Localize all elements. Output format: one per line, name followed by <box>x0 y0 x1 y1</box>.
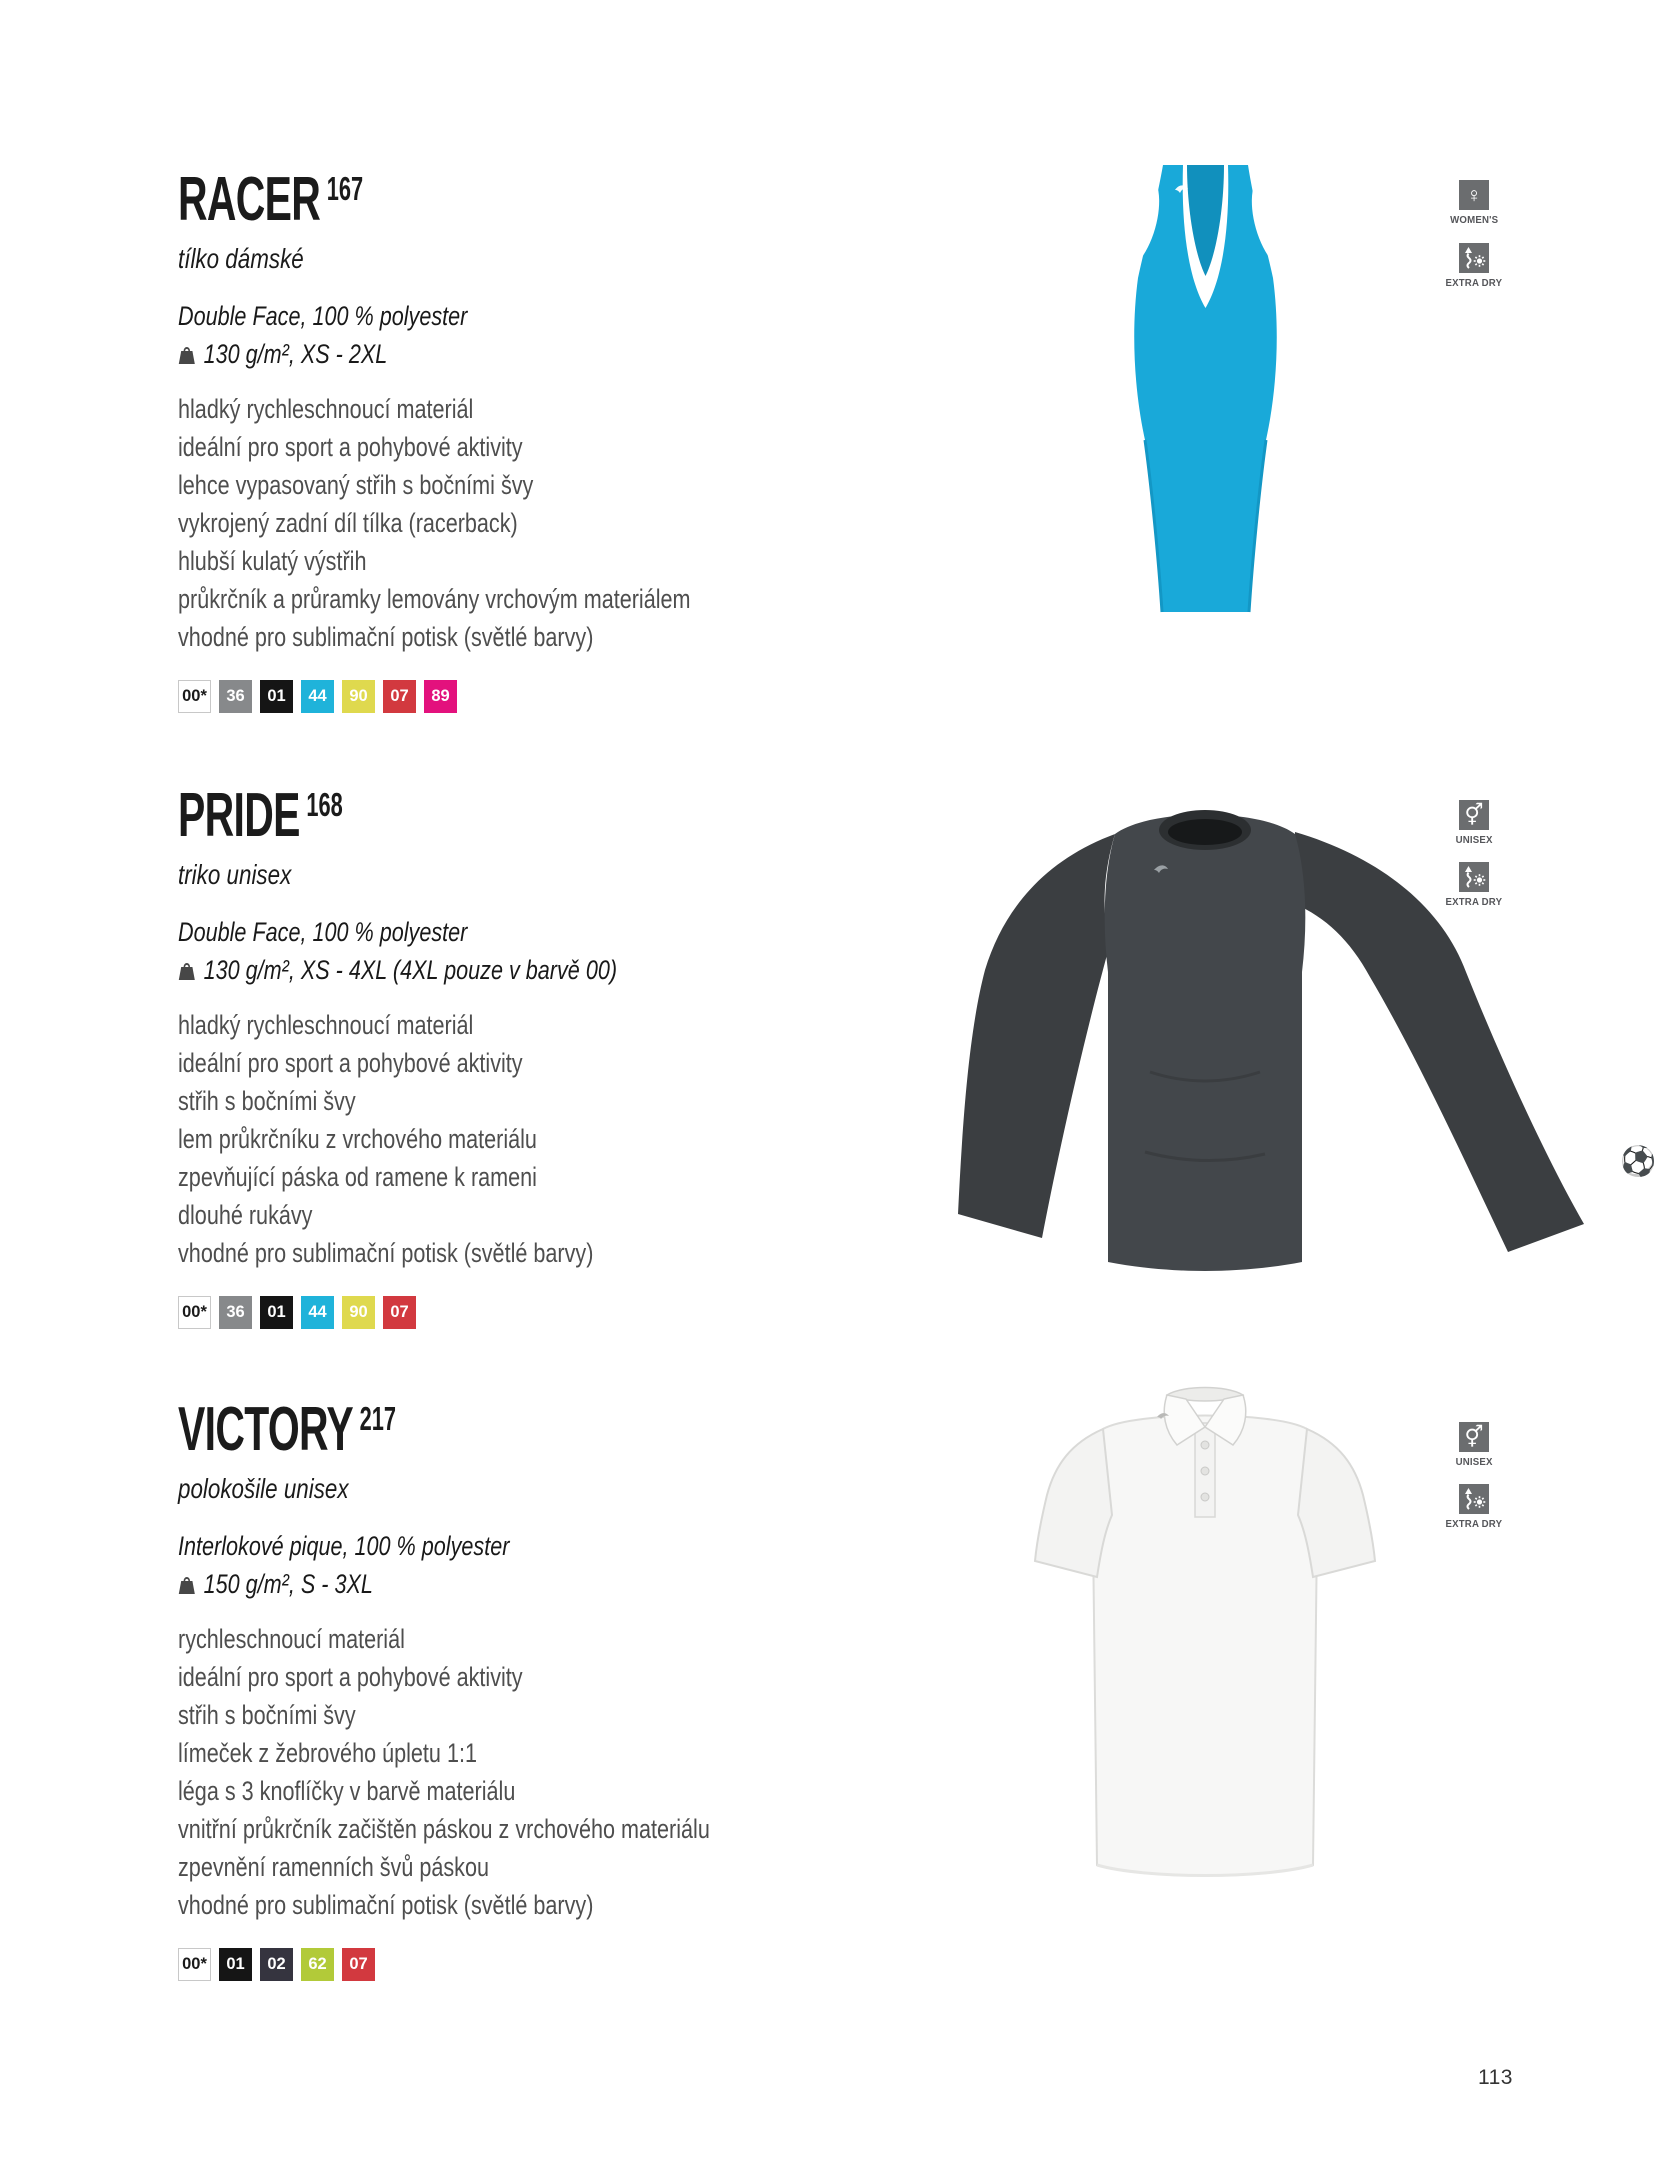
extra-dry-icon <box>1459 862 1489 892</box>
color-swatch: 07 <box>383 680 416 713</box>
product-name: RACER <box>178 165 321 234</box>
product-section-racer <box>178 165 818 713</box>
material-line: Double Face, 100 % polyester <box>178 917 468 947</box>
feature-item: lehce vypasovaný střih s bočními švy <box>178 470 534 500</box>
feature-item: vnitřní průkrčník začištěn páskou z vrchového materiálu <box>178 1814 710 1844</box>
product-subtitle: triko unisex <box>178 859 292 890</box>
color-swatch: 90 <box>342 680 375 713</box>
feature-item: hladký rychleschnoucí materiál <box>178 1010 474 1040</box>
color-swatch: 02 <box>260 1948 293 1981</box>
feature-item: hlubší kulatý výstřih <box>178 546 367 576</box>
color-swatch: 07 <box>342 1948 375 1981</box>
feature-item: vhodné pro sublimační potisk (světlé barvy) <box>178 622 594 652</box>
weight-sizes: 150 g/m², S - 3XL <box>203 1569 373 1599</box>
extra-dry-icon <box>1459 243 1489 273</box>
unisex-icon: ⚥ <box>1459 1422 1489 1452</box>
color-swatch: 00* <box>178 680 211 713</box>
feature-item: vykrojený zadní díl tílka (racerback) <box>178 508 518 538</box>
product-title <box>178 165 600 237</box>
weight-icon <box>178 961 196 981</box>
weight-line <box>178 339 690 370</box>
feature-item: rychleschnoucí materiál <box>178 1624 405 1654</box>
feature-item: límeček z žebrového úpletu 1:1 <box>178 1738 477 1768</box>
weight-icon <box>178 345 196 365</box>
color-swatch: 89 <box>424 680 457 713</box>
badge-label: UNISEX <box>1455 834 1493 846</box>
badge-womens <box>1438 180 1510 226</box>
product-title <box>178 1395 600 1467</box>
color-swatch: 36 <box>219 680 252 713</box>
feature-list <box>178 1006 690 1272</box>
feature-item: průkrčník a průramky lemovány vrchovým materiálem <box>178 584 691 614</box>
feature-item: hladký rychleschnoucí materiál <box>178 394 474 424</box>
color-swatches <box>178 1296 818 1329</box>
color-swatch: 62 <box>301 1948 334 1981</box>
feature-item: ideální pro sport a pohybové aktivity <box>178 1662 523 1692</box>
feature-list <box>178 390 690 656</box>
soccer-ball-icon: ⚽ <box>1620 1146 1657 1178</box>
feature-item: střih s bočními švy <box>178 1700 356 1730</box>
color-swatches <box>178 680 818 713</box>
color-swatch: 90 <box>342 1296 375 1329</box>
feature-item: vhodné pro sublimační potisk (světlé barvy) <box>178 1238 594 1268</box>
badge-label: UNISEX <box>1455 1456 1493 1468</box>
product-subtitle: tílko dámské <box>178 243 304 274</box>
badge-extra-dry <box>1438 1484 1510 1530</box>
extra-dry-icon <box>1459 1484 1489 1514</box>
feature-item: zpevňující páska od ramene k rameni <box>178 1162 537 1192</box>
feature-item: vhodné pro sublimační potisk (světlé barvy) <box>178 1890 594 1920</box>
product-photo-racer-tank-top <box>1103 150 1308 620</box>
product-section-pride <box>178 781 818 1329</box>
badge-extra-dry <box>1438 862 1510 908</box>
color-swatch: 44 <box>301 680 334 713</box>
product-code: 217 <box>359 1400 396 1437</box>
color-swatch: 00* <box>178 1948 211 1981</box>
product-code: 168 <box>306 786 343 823</box>
badge-unisex <box>1438 1422 1510 1468</box>
product-photo-pride-long-sleeve <box>950 772 1600 1277</box>
product-title <box>178 781 600 853</box>
weight-sizes: 130 g/m², XS - 2XL <box>203 339 388 369</box>
color-swatch: 01 <box>260 1296 293 1329</box>
badge-label: WOMEN'S <box>1449 214 1499 226</box>
badge-label: EXTRA DRY <box>1445 277 1503 289</box>
feature-item: léga s 3 knoflíčky v barvě materiálu <box>178 1776 516 1806</box>
weight-line <box>178 955 690 986</box>
weight-icon <box>178 1575 196 1595</box>
color-swatch: 07 <box>383 1296 416 1329</box>
color-swatch: 36 <box>219 1296 252 1329</box>
weight-line <box>178 1569 690 1600</box>
unisex-icon: ⚥ <box>1459 800 1489 830</box>
female-icon: ♀ <box>1459 180 1489 210</box>
product-name: VICTORY <box>178 1395 354 1464</box>
weight-sizes: 130 g/m², XS - 4XL (4XL pouze v barvě 00) <box>203 955 618 985</box>
feature-item: ideální pro sport a pohybové aktivity <box>178 1048 523 1078</box>
feature-list <box>178 1620 710 1924</box>
color-swatch: 00* <box>178 1296 211 1329</box>
color-swatch: 01 <box>219 1948 252 1981</box>
product-name: PRIDE <box>178 781 300 850</box>
color-swatches <box>178 1948 818 1981</box>
feature-item: střih s bočními švy <box>178 1086 356 1116</box>
badge-extra-dry <box>1438 243 1510 289</box>
badge-label: EXTRA DRY <box>1445 1518 1503 1530</box>
product-photo-victory-polo <box>1015 1365 1395 1895</box>
product-section-victory <box>178 1395 818 1981</box>
material-line: Double Face, 100 % polyester <box>178 301 468 331</box>
feature-item: dlouhé rukávy <box>178 1200 313 1230</box>
material-line: Interlokové pique, 100 % polyester <box>178 1531 510 1561</box>
page-number: 113 <box>1478 2066 1513 2089</box>
color-swatch: 01 <box>260 680 293 713</box>
feature-item: lem průkrčníku z vrchového materiálu <box>178 1124 537 1154</box>
feature-item: ideální pro sport a pohybové aktivity <box>178 432 523 462</box>
feature-item: zpevnění ramenních švů páskou <box>178 1852 489 1882</box>
badge-unisex <box>1438 800 1510 846</box>
color-swatch: 44 <box>301 1296 334 1329</box>
badge-label: EXTRA DRY <box>1445 896 1503 908</box>
product-code: 167 <box>326 170 364 207</box>
product-subtitle: polokošile unisex <box>178 1473 349 1504</box>
